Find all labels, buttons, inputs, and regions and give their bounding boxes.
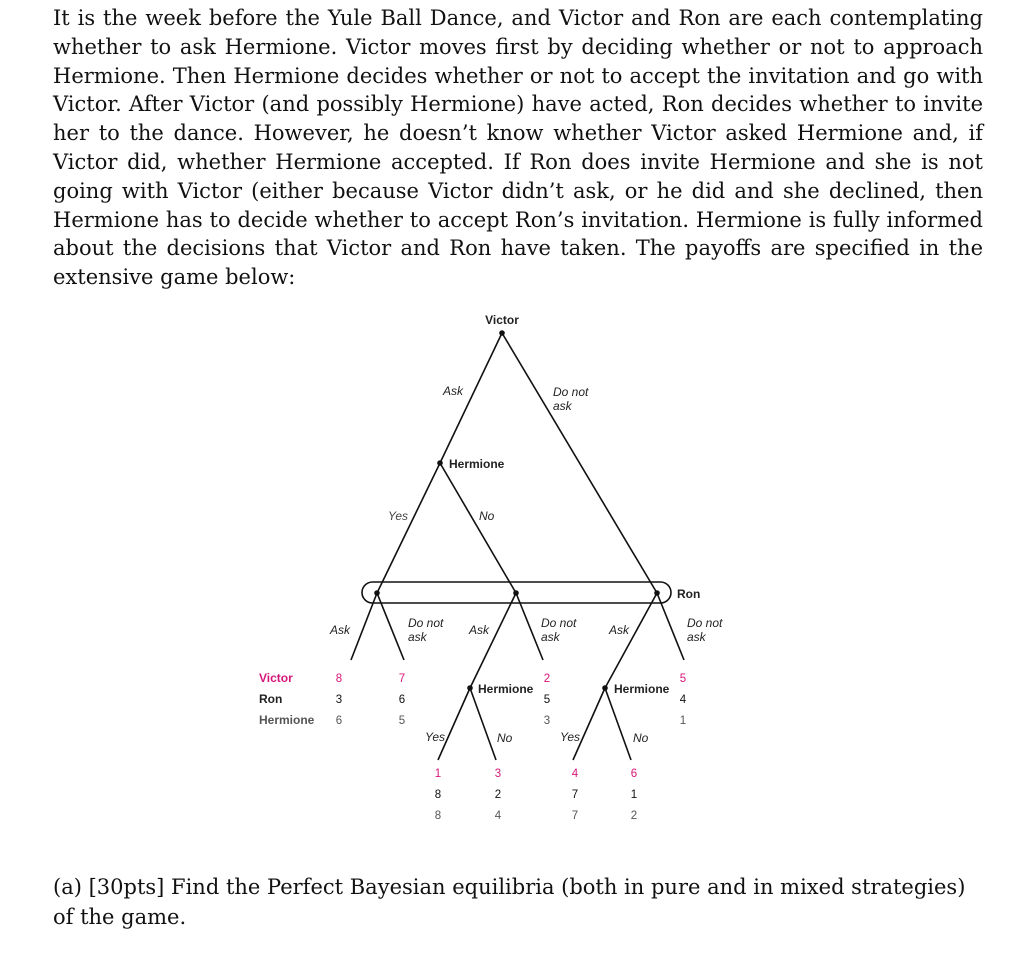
edge-label-ron2-ask: Ask — [469, 623, 490, 637]
edge-h2-yes — [438, 688, 470, 760]
edge-label-ron3-ask: Ask — [609, 623, 630, 637]
node-ron-3 — [654, 590, 660, 596]
edge-victor-donot — [502, 333, 657, 593]
edge-ron1-ask — [351, 593, 377, 660]
question-a: (a) [30pts] Find the Perfect Bayesian equilibria (both in pure and in mixed strategies) of the game. — [53, 875, 966, 929]
node-victor — [499, 330, 505, 336]
edge-label-h2-no: No — [497, 731, 513, 745]
legend-victor: Victor — [259, 671, 293, 685]
edge-label-ron2-donot: Do not ask — [541, 616, 577, 644]
payoff-p8-hermione: 1 — [679, 715, 687, 727]
edge-hermione-no — [440, 463, 516, 593]
node-label-hermione-mid: Hermione — [478, 682, 534, 696]
edge-label-ron1-ask: Ask — [330, 623, 351, 637]
edge-label-ron1-donot: Do not ask — [408, 616, 444, 644]
payoff-p3-victor: 1 — [434, 768, 442, 780]
payoff-p6-hermione: 7 — [571, 810, 579, 822]
payoff-p3-hermione: 8 — [434, 810, 442, 822]
edge-h3-no — [605, 688, 631, 760]
payoff-p4-hermione: 4 — [494, 810, 502, 822]
payoff-p5-ron: 5 — [543, 694, 551, 706]
payoff-p6-victor: 4 — [571, 768, 579, 780]
payoff-p8-victor: 5 — [679, 673, 687, 685]
node-label-hermione-top: Hermione — [449, 457, 505, 471]
payoff-p7-hermione: 2 — [630, 810, 638, 822]
payoff-p3-ron: 8 — [434, 789, 442, 801]
edge-label-hermione-yes: Yes — [388, 509, 409, 523]
edge-label-ron3-donot: Do not ask — [687, 616, 723, 644]
edge-label-h3-no: No — [633, 731, 649, 745]
payoff-p2-ron: 6 — [398, 694, 406, 706]
problem-statement: It is the week before the Yule Ball Dance, and Victor and Ron are each contemplating whether to ask Hermione. Victor moves first by deciding whether or not to approach Hermione. Then Hermione decides whether or not to accept the invitation and go with Victor. After Victor (and possibly Hermione) have acted, Ron decides whether to invite her to the dance. However, he doesn’t know whether Victor asked Hermione and, if Victor did, whether Hermione accepted. If Ron does invite Hermione and she is not going with Victor (either because Victor didn’t ask, or he did and she declined, then Hermione has to decide whether to accept Ron’s invitation. Hermione is fully informed about the decisions that Victor and Ron have taken. The payoffs are specified in the extensive game below: — [53, 6, 983, 290]
edge-hermione-yes — [377, 463, 440, 593]
payoff-p1-ron: 3 — [335, 694, 343, 706]
payoff-p2-victor: 7 — [398, 673, 406, 685]
payoff-p1-hermione: 6 — [335, 715, 343, 727]
payoff-p5-victor: 2 — [543, 673, 551, 685]
edge-h2-no — [470, 688, 496, 760]
node-hermione-mid — [467, 685, 473, 691]
edge-h3-yes — [573, 688, 605, 760]
legend-ron: Ron — [259, 692, 283, 706]
payoff-p2-hermione: 5 — [398, 715, 406, 727]
edge-label-victor-ask: Ask — [443, 384, 464, 398]
edge-ron2-ask — [470, 593, 516, 688]
payoff-p7-ron: 1 — [630, 789, 638, 801]
node-label-hermione-right: Hermione — [614, 682, 670, 696]
payoff-p4-victor: 3 — [494, 768, 502, 780]
payoff-p4-ron: 2 — [494, 789, 502, 801]
payoff-p5-hermione: 3 — [543, 715, 551, 727]
legend-hermione: Hermione — [259, 713, 315, 727]
payoff-p6-ron: 7 — [571, 789, 579, 801]
payoff-p7-victor: 6 — [630, 768, 638, 780]
node-hermione-top — [437, 460, 443, 466]
payoff-p8-ron: 4 — [679, 694, 687, 706]
node-label-victor: Victor — [485, 313, 519, 327]
node-label-ron: Ron — [677, 587, 701, 601]
node-hermione-right — [602, 685, 608, 691]
edge-ron3-ask — [605, 593, 657, 688]
edge-label-h2-yes: Yes — [425, 730, 446, 744]
edge-label-hermione-no: No — [479, 509, 495, 523]
edge-victor-ask — [440, 333, 502, 463]
payoff-p1-victor: 8 — [335, 673, 343, 685]
node-ron-1 — [374, 590, 380, 596]
edge-label-h3-yes: Yes — [560, 730, 581, 744]
edge-ron3-donot — [657, 593, 684, 660]
node-ron-2 — [513, 590, 519, 596]
edge-label-victor-donot: Do not ask — [553, 385, 589, 413]
